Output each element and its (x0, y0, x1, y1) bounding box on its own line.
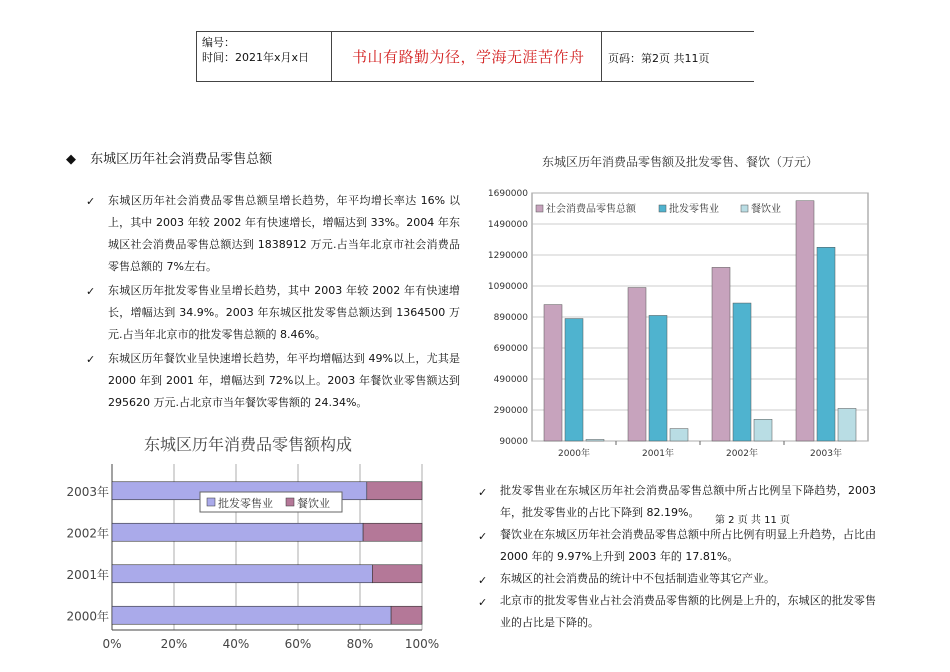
bar-wholesale (112, 606, 391, 624)
check-icon: ✓ (478, 486, 488, 499)
bar-catering (363, 523, 422, 541)
bar-catering (754, 419, 772, 441)
section-title: 东城区历年社会消费品零售总额 (90, 152, 273, 167)
bar-catering (670, 429, 688, 441)
check-icon: ✓ (478, 596, 488, 609)
check-icon: ✓ (478, 574, 488, 587)
bar-catering (372, 565, 422, 583)
page-number-overlay: 第 2 页 共 11 页 (713, 511, 792, 526)
bar-total (712, 267, 730, 441)
paragraph-total-retail: 东城区历年社会消费品零售总额呈增长趋势，年平均增长率达 16% 以上，其中 2003 年较 2002 年有快速增长，增幅达到 33%。2004 年东城区社会消费品零售总额达到 1838912 万元.占当年北京市社会消费品零售总额的 7%左右。 (108, 194, 460, 273)
paragraph-scope-note: 东城区的社会消费品的统计中不包括制造业等其它产业。 (500, 572, 775, 585)
y-tick-label: 1290000 (487, 251, 528, 261)
document-header (196, 31, 754, 82)
x-tick-label: 60% (284, 637, 312, 651)
column-chart (470, 145, 890, 465)
x-tick-label: 2001年 (642, 449, 674, 459)
y-tick-label: 890000 (493, 313, 528, 323)
y-tick-label: 90000 (499, 437, 528, 447)
legend-label-wholesale: 批发零售业 (218, 497, 273, 510)
paragraph-catering: 东城区历年餐饮业呈快速增长趋势，年平均增幅达到 49%以上，尤其是 2000 年到 2001 年，增幅达到 72%以上。2003 年餐饮业零售额达到 295620 万元.占北京市当年餐饮零售额的 24.34%。 (108, 352, 460, 409)
y-tick-label: 690000 (493, 344, 528, 354)
bar-wholesale (112, 523, 363, 541)
x-tick-label: 100% (404, 637, 440, 651)
legend-swatch-catering (741, 205, 748, 212)
paragraph-beijing-compare: 北京市的批发零售业占社会消费品零售额的比例是上升的，东城区的批发零售业的占比是下降的。 (500, 594, 876, 629)
check-icon: ✓ (86, 285, 96, 298)
number-label: 编号： (202, 36, 235, 49)
chart-legend (200, 492, 342, 512)
y-tick-label: 2003年 (66, 484, 109, 499)
bar-total (628, 288, 646, 441)
header-meta (202, 35, 309, 65)
y-tick-label: 2001年 (66, 567, 109, 582)
x-tick-label: 2003年 (810, 449, 842, 459)
legend-swatch-wholesale (659, 205, 666, 212)
legend-label-wholesale: 批发零售业 (669, 204, 719, 215)
y-tick-label: 2000年 (66, 609, 109, 624)
legend-swatch-total (536, 205, 543, 212)
motto: 书山有路勤为径，学海无涯苦作舟 (352, 48, 585, 66)
paragraph-wholesale: 东城区历年批发零售业呈增长趋势，其中 2003 年较 2002 年有快速增长，增幅达到 34.9%。2003 年东城区批发零售总额达到 1364500 万元.占当年北京市的批发零售总额的 8.46%。 (108, 284, 460, 341)
bar-total (544, 305, 562, 441)
diamond-bullet-icon: ◆ (66, 152, 76, 167)
y-tick-label: 290000 (493, 406, 528, 416)
legend-label-total: 社会消费品零售总额 (546, 204, 636, 215)
legend-label-catering: 餐饮业 (751, 204, 781, 215)
bar-total (796, 201, 814, 441)
x-tick-label: 80% (346, 637, 374, 651)
date-label: 时间：2021年x月x日 (202, 51, 310, 64)
bar-catering (367, 482, 422, 500)
bar-catering (838, 408, 856, 441)
x-tick-label: 20% (160, 637, 188, 651)
y-tick-label: 1690000 (487, 189, 528, 199)
bar-wholesale (733, 303, 751, 441)
check-icon: ✓ (86, 353, 96, 366)
stacked-bar-chart (60, 428, 450, 672)
y-tick-label: 1490000 (487, 220, 528, 230)
header-divider (601, 32, 602, 81)
chart-title: 东城区历年消费品零售额构成 (143, 435, 353, 454)
legend-label-catering: 餐饮业 (297, 497, 330, 510)
paragraph-catering-share: 餐饮业在东城区历年社会消费品零售总额中所占比例有明显上升趋势，占比由 2000 年的 9.97%上升到 2003 年的 17.81%。 (500, 528, 876, 563)
section-heading (66, 148, 272, 167)
bar-wholesale (112, 565, 372, 583)
y-tick-label: 2002年 (66, 526, 109, 541)
bar-wholesale (649, 315, 667, 441)
x-tick-label: 40% (222, 637, 250, 651)
check-icon: ✓ (478, 530, 488, 543)
x-tick-label: 0% (102, 637, 122, 651)
header-left-border (196, 32, 197, 81)
paragraph-wholesale-share: 批发零售业在东城区历年社会消费品零售总额中所占比例呈下降趋势，2003 年，批发零售业的占比下降到 82.19%。 (500, 484, 876, 519)
header-divider (331, 32, 332, 81)
page-info: 页码：第2页 共11页 (608, 52, 710, 65)
y-tick-label: 1090000 (487, 282, 528, 292)
check-icon: ✓ (86, 195, 96, 208)
y-tick-label: 490000 (493, 375, 528, 385)
bar-wholesale (565, 319, 583, 441)
bar-wholesale (817, 247, 835, 441)
legend-swatch-wholesale (207, 498, 215, 506)
bar-catering (586, 439, 604, 441)
bar-catering (391, 606, 422, 624)
x-tick-label: 2000年 (558, 449, 590, 459)
x-tick-label: 2002年 (726, 449, 758, 459)
chart-title: 东城区历年消费品零售额及批发零售、餐饮（万元） (541, 155, 819, 169)
legend-swatch-catering (286, 498, 294, 506)
